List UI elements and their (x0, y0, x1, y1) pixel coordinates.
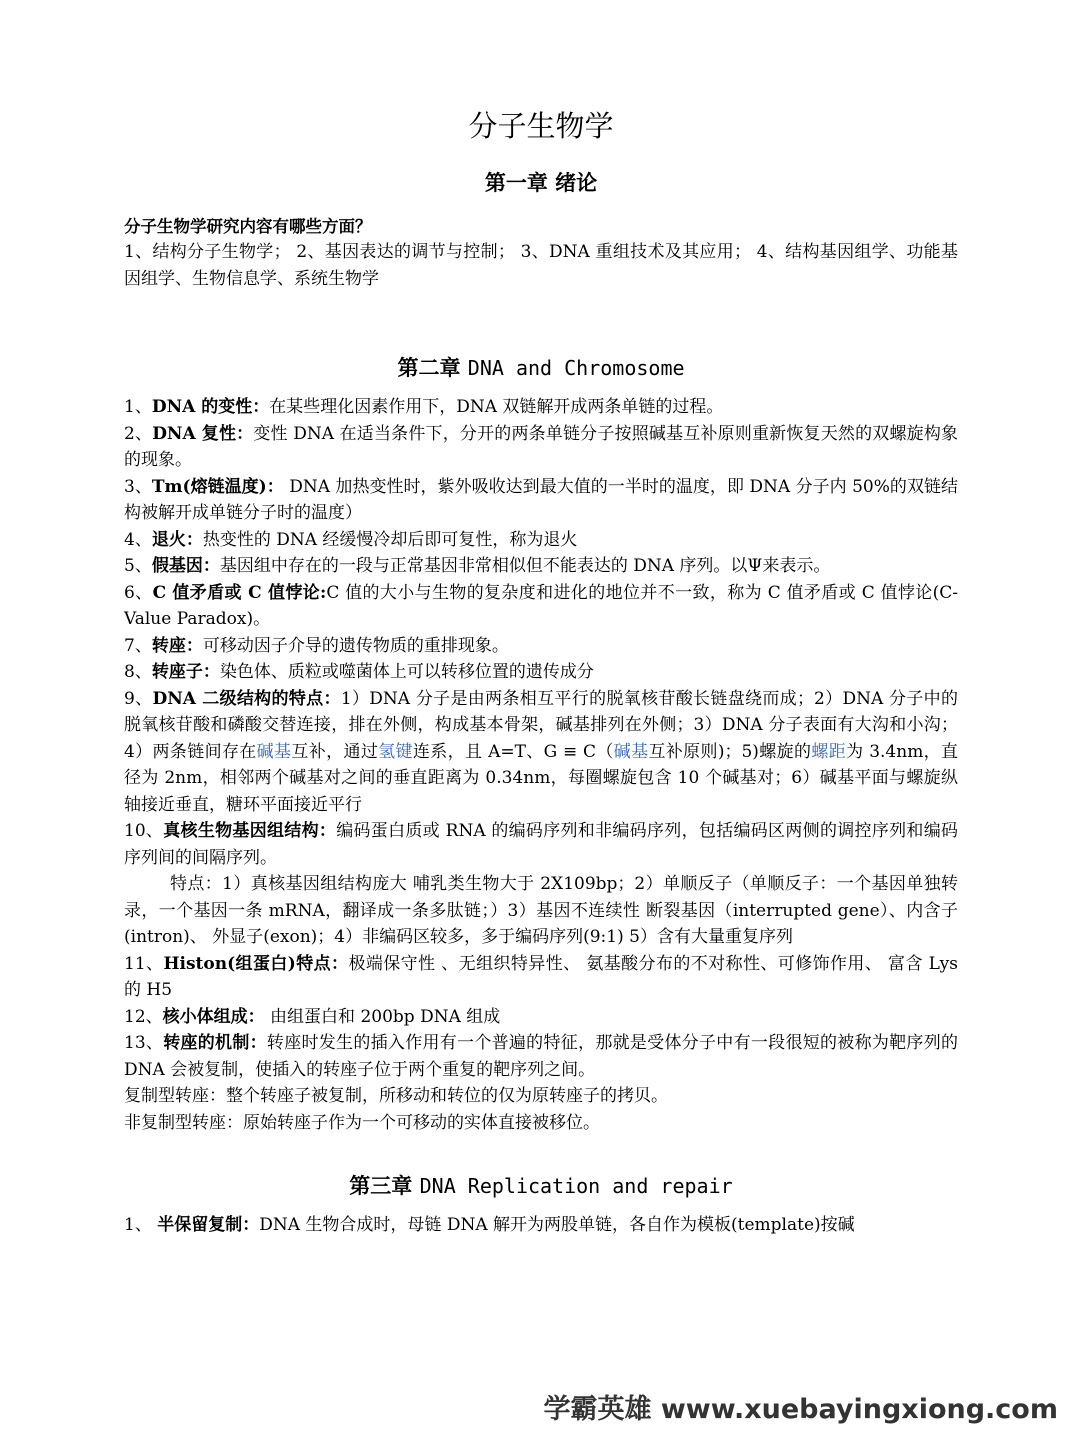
definition-item (124, 553, 958, 580)
chapter3-item-1 (124, 1212, 958, 1239)
item-num: 8、 (124, 662, 152, 682)
item-term: Tm(熔链温度) (151, 476, 267, 497)
item-text: 极端保守性 、无组织特异性、 氨基酸分布的不对称性、可修饰作用、 富含 Lys 的 H5 (124, 953, 958, 1000)
item-text: 为 3.4nm，直径为 2nm，相邻两个碱基对之间的垂直距离为 0.34nm，每圈螺旋包含 10 个碱基对；6）碱基平面与螺旋纵轴接近垂直，糖环平面接近平行 (124, 741, 959, 815)
item-text: 在某些理化因素作用下，DNA 双链解开成两条单链的过程。 (269, 397, 724, 417)
document-page (124, 104, 958, 1239)
item-term: DNA 复性 (152, 423, 237, 444)
item-num: 1、 (124, 397, 152, 417)
item-term: 转座 (151, 635, 186, 656)
item-term: C 值矛盾或 C 值悖论: (152, 582, 327, 603)
definition-item (124, 633, 958, 660)
item-num: 12、 (124, 1006, 163, 1027)
item-num: 7、 (124, 635, 152, 656)
definition-item (124, 527, 958, 554)
footer-watermark: 学霸英雄 www.xuebayingxiong.com (543, 1394, 1058, 1425)
item-term: 假基因 (151, 556, 203, 576)
item-term: 半保留复制 (157, 1215, 243, 1235)
item-number: 10、 (124, 821, 164, 841)
item-text: 互补，通过 (291, 741, 379, 762)
definition-item (124, 394, 958, 421)
item-num: 5、 (124, 556, 152, 576)
item-num: 3、 (124, 476, 152, 497)
item-num: 2、 (124, 423, 153, 444)
item-sep: ： (202, 662, 220, 682)
link-base[interactable]: 碱基 (256, 741, 292, 762)
item-num: 11、 (124, 953, 164, 974)
chapter1-question: 分子生物学研究内容有哪些方面？ (124, 217, 372, 236)
definition-item (124, 421, 958, 474)
item-number: 9、 (124, 688, 153, 709)
item-text: 互补原则)；5)螺旋的 (648, 741, 812, 762)
chapter2-title-zh: 第二章 (397, 355, 461, 380)
item-text: 可移动因子介导的遗传物质的重排现象。 (202, 635, 509, 656)
chapter2-items-continued (124, 951, 958, 1084)
item-num: 13、 (124, 1033, 164, 1053)
item-sep: ： (185, 635, 203, 656)
item-sep: ： (185, 529, 203, 550)
definition-item (124, 474, 958, 527)
item-text: 基因组中存在的一段与正常基因非常相似但不能表达的 DNA 序列。以Ψ来表示。 (219, 556, 831, 576)
chapter2-title (124, 352, 958, 382)
item-text: 连系，且 A=T、G ≡ C（ (412, 741, 614, 762)
chapter2-title-en: DNA and Chromosome (467, 356, 685, 380)
item-term: DNA 的变性 (151, 397, 253, 417)
item-term: 真核生物基因组结构 (163, 821, 319, 841)
definition-item (124, 659, 958, 686)
item-sep: ： (266, 476, 284, 497)
item-text: 转座时发生的插入作用有一个普遍的特征，那就是受体分子中有一段很短的被称为靶序列的 DNA 会被复制，使插入的转座子位于两个重复的靶序列之间。 (124, 1033, 959, 1080)
chapter1-answer: 1、结构分子生物学； 2、基因表达的调节与控制； 3、DNA 重组技术及其应用； 4、结构基因组学、功能基因组学、生物信息学、系统生物学 (124, 242, 958, 289)
chapter3-title-en: DNA Replication and repair (419, 1174, 733, 1198)
item-sep: ： (236, 423, 254, 444)
item-sep: ： (249, 1033, 267, 1053)
item-term: DNA 二级结构的特点 (152, 688, 324, 709)
item-number: 1、 (124, 1215, 158, 1235)
chapter3-title-zh: 第三章 (349, 1173, 413, 1198)
item-sep: ： (323, 688, 341, 709)
item-sep: ： (202, 556, 220, 576)
chapter2-item-10-features: 特点：1）真核基因组结构庞大 哺乳类生物大于 2X109bp；2）单顺反子（单顺反子：一个基因单独转录，一个基因一条 mRNA，翻译成一条多肽链；）3）基因不连续性 断裂基因（interrupted gene）、内含子(intron)、 外显子(exon)；4）非编码区较多，多于编码序列(9:1) 5）含有大量重复序列 (124, 874, 958, 947)
item-text: 变性 DNA 在适当条件下，分开的两条单链分子按照碱基互补原则重新恢复天然的双螺旋构象的现象。 (124, 423, 958, 470)
spacer (124, 1136, 958, 1170)
definition-item (124, 1030, 958, 1083)
item-sep: ： (318, 821, 337, 841)
item-text: DNA 生物合成时，母链 DNA 解开为两股单链，各自作为模板(template)按碱 (259, 1215, 855, 1235)
item-sep: ： (252, 397, 270, 417)
item-sep: ： (242, 1215, 260, 1235)
link-hydrogen-bond[interactable]: 氢键 (378, 741, 413, 762)
definition-item (124, 951, 958, 1004)
definition-item (124, 580, 958, 633)
item-text: 编码蛋白质或 RNA 的编码序列和非编码序列，包括编码区两侧的调控序列和编码序列间的间隔序列。 (124, 821, 959, 868)
item-sep: ： (247, 1006, 265, 1027)
chapter2-item-9 (124, 686, 958, 819)
item-term: 退火 (151, 529, 186, 550)
chapter2-item-10 (124, 818, 958, 871)
nonreplicative-transposition: 非复制型转座：原始转座子作为一个可移动的实体直接被移位。 (124, 1112, 600, 1133)
item-text: 染色体、质粒或噬菌体上可以转移位置的遗传成分 (219, 662, 594, 682)
item-text: 1）DNA 分子是由两条相互平行的脱氧核苷酸长链盘绕而成；2）DNA 分子中的脱氧核苷酸和磷酸交替连接，排在外侧，构成基本骨架，碱基排列在外侧；3）DNA 分子表面有大沟和小沟；4）两条链间存在 (124, 688, 958, 762)
chapter3-title (124, 1170, 958, 1200)
replicative-transposition: 复制型转座：整个转座子被复制，所移动和转位的仅为原转座子的拷贝。 (124, 1086, 668, 1106)
item-term: 转座的机制 (163, 1033, 250, 1053)
item-text: C 值的大小与生物的复杂度和进化的地位并不一致，称为 C 值矛盾或 C 值悖论(C-Value Paradox)。 (124, 582, 958, 629)
item-term: 核小体组成 (162, 1006, 248, 1027)
item-num: 4、 (124, 529, 152, 550)
item-num: 6、 (124, 582, 153, 603)
definition-item (124, 1004, 958, 1031)
document-title: 分子生物学 (468, 109, 614, 143)
item-text: DNA 加热变性时，紫外吸收达到最大值的一半时的温度，即 DNA 分子内 50%的双链结构被解开成单链分子时的温度） (124, 476, 958, 523)
chapter1-title: 第一章 绪论 (484, 170, 598, 195)
link-base[interactable]: 碱基 (613, 741, 649, 762)
chapter2-items (124, 394, 958, 686)
spacer (124, 292, 958, 352)
item-term: 转座子 (151, 662, 203, 682)
link-pitch[interactable]: 螺距 (811, 741, 847, 762)
item-term: Histon(组蛋白)特点 (163, 953, 332, 974)
item-text: 由组蛋白和 200bp DNA 组成 (264, 1006, 501, 1027)
item-text: 热变性的 DNA 经缓慢冷却后即可复性，称为退火 (202, 529, 578, 550)
item-sep: ： (331, 953, 349, 974)
